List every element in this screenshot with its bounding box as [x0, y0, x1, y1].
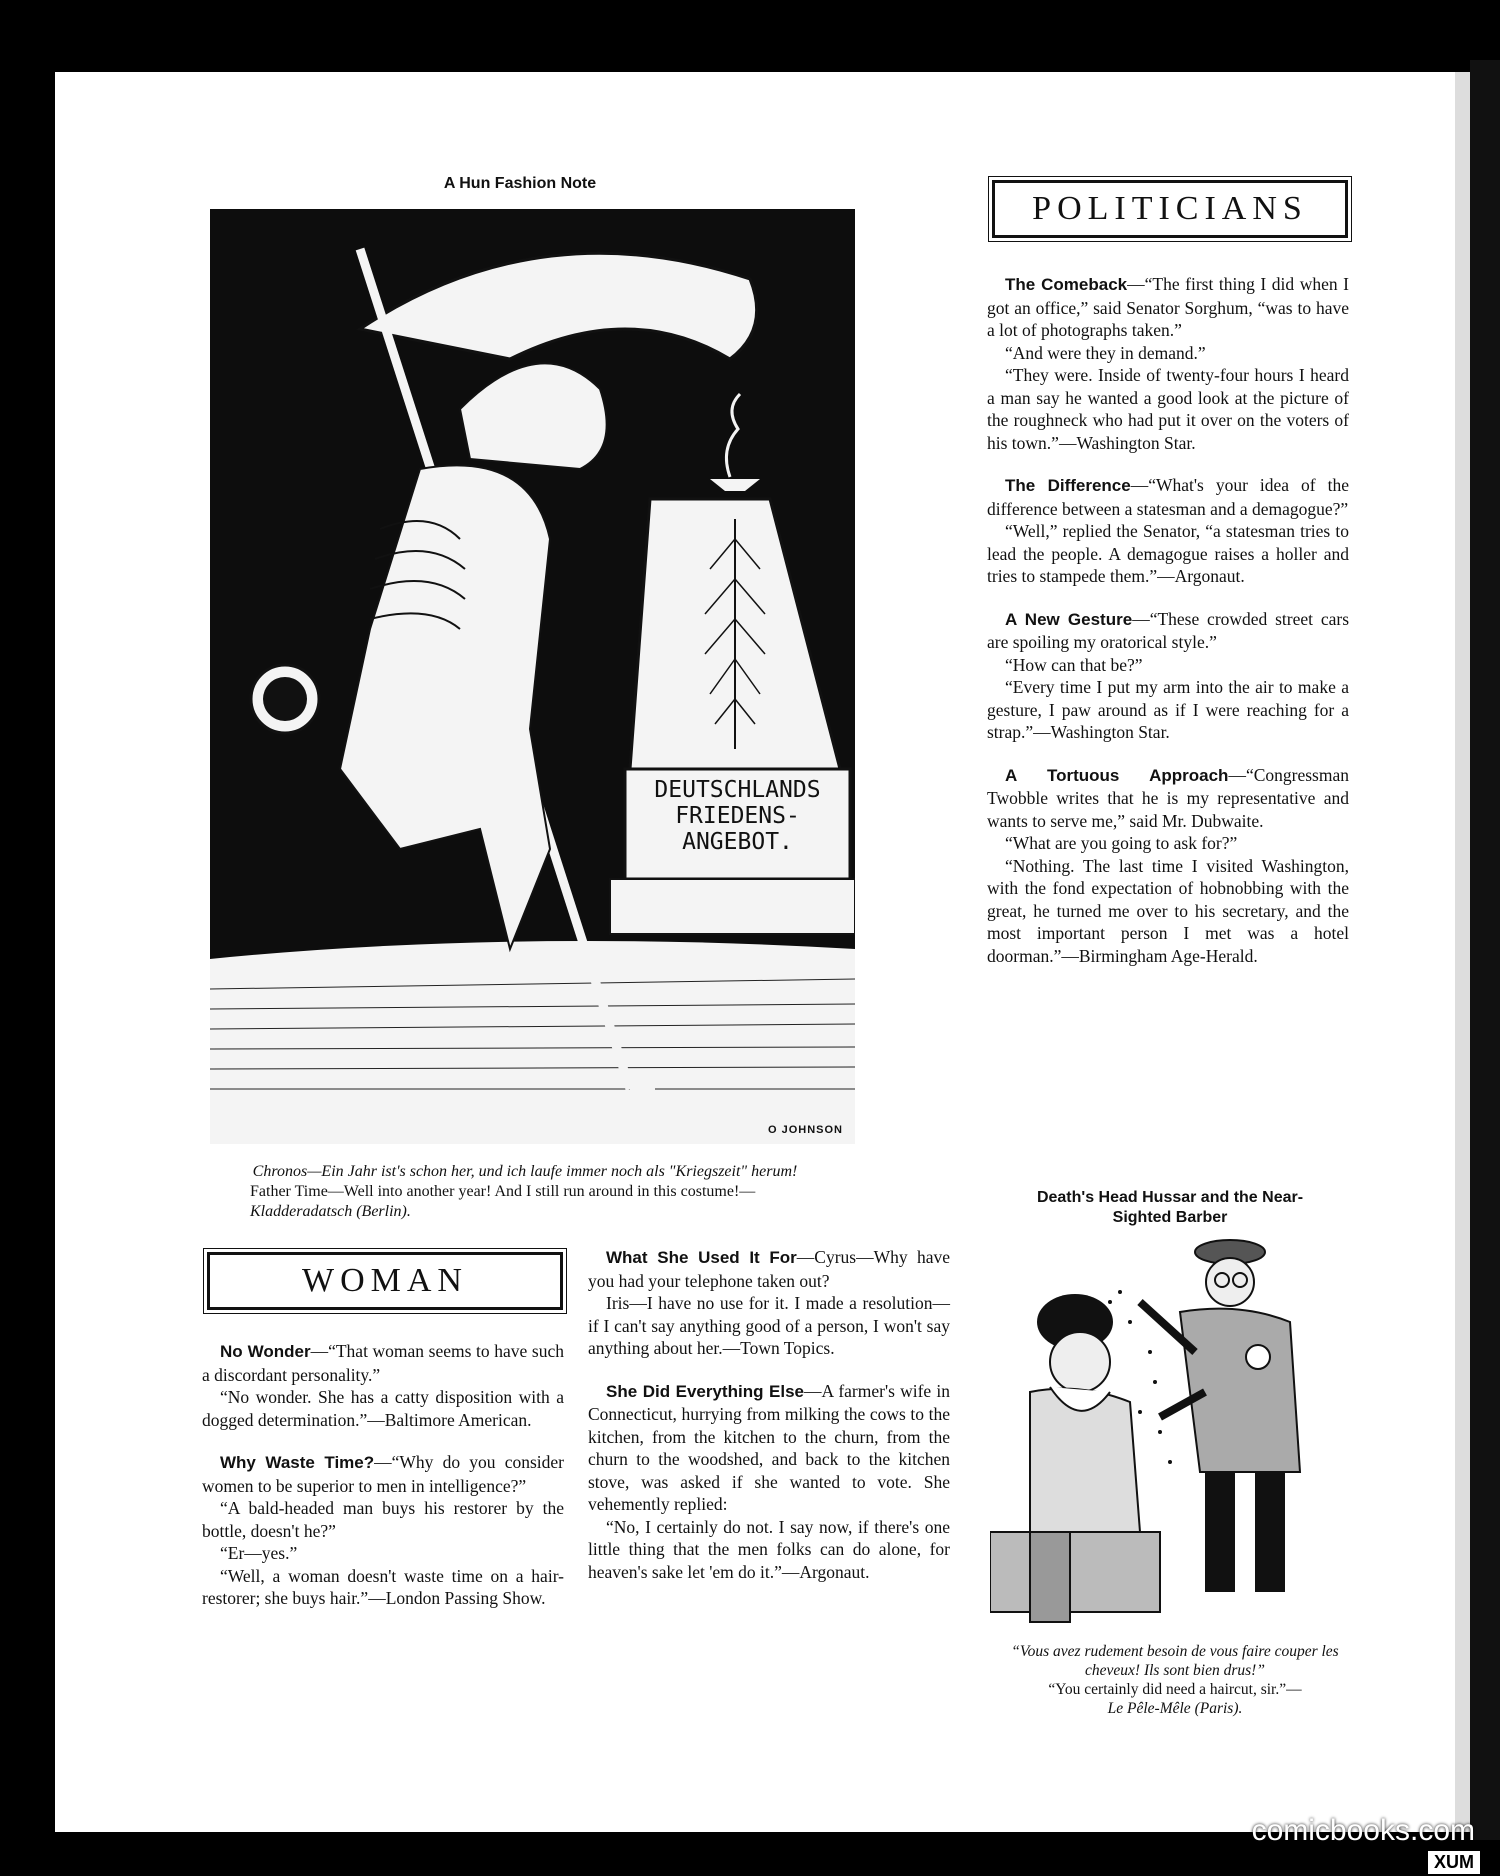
joke-text: “Well,” replied the Senator, “a statesman tries to lead the people. A demagogue raises a holler and tries to stampede them.”—Argonaut.: [987, 521, 1349, 586]
joke-title: Why Waste Time?: [220, 1453, 375, 1472]
joke-text: —Cyrus—Why have you had your telephone taken out?: [588, 1247, 950, 1291]
joke-title: The Comeback: [1005, 275, 1128, 294]
xum-tag: XUM: [1428, 1851, 1480, 1874]
magazine-page: [55, 72, 1455, 1832]
caption-french: “Vous avez rudement besoin de vous faire couper les cheveux! Ils sont bien drus!”: [1011, 1643, 1339, 1679]
spacer: [987, 454, 1349, 474]
joke-text: “A bald-headed man buys his restorer by the bottle, doesn't he?”: [202, 1498, 564, 1541]
joke-text: —“What's your idea of the difference between a statesman and a demagogue?”: [987, 475, 1350, 519]
joke-title: No Wonder: [220, 1342, 311, 1361]
joke-paragraph: [987, 273, 1349, 342]
cartoon2-title: [985, 1188, 1355, 1228]
joke-text: —“That woman seems to have such a discordant personality.”: [202, 1341, 564, 1385]
joke-text: —“These crowded street cars are spoiling my oratorical style.”: [987, 608, 1350, 652]
caption-english: Father Time—Well into another year! And I still run around in this costume!—: [250, 1183, 756, 1200]
middle-column: [588, 1246, 950, 1583]
joke-text: “No, I certainly do not. I say now, if there's one little thing that the men folks can do alone, for heaven's sake let 'em do it.”—Argonaut.: [588, 1516, 950, 1582]
joke-text: “And were they in demand.”: [1005, 342, 1206, 363]
joke-paragraph: [202, 1340, 564, 1386]
joke-paragraph: [987, 832, 1349, 855]
adjacent-page-edge: [1470, 60, 1500, 1840]
joke-text: —A farmer's wife in Connecticut, hurrying from milking the cows to the kitchen, from the kitchen to the churn, from the churn to the woodshed, and back to the kitchen stove, was asked if she wanted to vote. She vehemently replied:: [588, 1380, 950, 1514]
site-watermark: comicbooks.com: [1251, 1814, 1475, 1847]
joke-paragraph: [202, 1497, 564, 1542]
joke-item: [588, 1246, 950, 1360]
cartoon2-title-line: Sighted Barber: [1112, 1209, 1228, 1226]
barber-illustration: [990, 1232, 1350, 1632]
woman-column: [202, 1340, 564, 1610]
caption-source: Kladderadatsch (Berlin).: [250, 1203, 411, 1220]
joke-paragraph: [987, 855, 1349, 968]
spacer: [987, 744, 1349, 764]
joke-paragraph: [987, 342, 1349, 365]
cartoon2-title-line: Death's Head Hussar and the Near-: [1036, 1189, 1304, 1206]
cartoon-hussar-barber: [990, 1232, 1350, 1632]
joke-paragraph: [588, 1516, 950, 1584]
joke-item: [202, 1340, 564, 1431]
joke-text: “Er—yes.”: [220, 1543, 298, 1563]
joke-item: [987, 474, 1349, 588]
joke-paragraph: [987, 654, 1349, 677]
joke-paragraph: [987, 520, 1349, 588]
joke-text: “How can that be?”: [1005, 654, 1143, 675]
spacer: [588, 1360, 950, 1380]
joke-text: —“The first thing I did when I got an office,” said Senator Sorghum, “was to have a lot of photographs taken.”: [987, 274, 1349, 340]
politicians-column: [987, 273, 1349, 967]
joke-paragraph: [202, 1565, 564, 1610]
caption-english: “You certainly did need a haircut, sir.”—: [1048, 1681, 1302, 1698]
monument-line: DEUTSCHLANDS: [654, 777, 821, 803]
artist-signature: O JOHNSON: [767, 1124, 843, 1136]
joke-text: “Well, a woman doesn't waste time on a hair-restorer; she buys hair.”—London Passing Show.: [202, 1565, 564, 1608]
monument-line: FRIEDENS-: [675, 803, 800, 829]
joke-paragraph: [588, 1292, 950, 1360]
cartoon-caption: [175, 1162, 875, 1222]
joke-paragraph: [202, 1451, 564, 1497]
joke-paragraph: [202, 1542, 564, 1565]
cartoon-title: A Hun Fashion Note: [443, 175, 597, 192]
joke-paragraph: [987, 364, 1349, 454]
joke-paragraph: [202, 1386, 564, 1431]
joke-text: “What are you going to ask for?”: [1005, 833, 1238, 853]
joke-text: “Every time I put my arm into the air to make a gesture, I paw around as if I were reaching for a strap.”—Washington Star.: [987, 677, 1349, 742]
section-heading-politicians: POLITICIANS: [992, 180, 1348, 238]
joke-item: [987, 608, 1349, 744]
joke-item: [588, 1380, 950, 1584]
joke-text: Iris—I have no use for it. I made a resolution—if I can't say anything good of a person, I won't say anything about her.—Town Topics.: [588, 1293, 950, 1358]
joke-title: The Difference: [1005, 476, 1131, 495]
joke-title: A Tortuous Approach: [1005, 765, 1229, 785]
caption-source: Le Pêle-Mêle (Paris).: [1107, 1700, 1243, 1717]
joke-paragraph: [987, 474, 1349, 520]
joke-title: What She Used It For: [606, 1248, 797, 1267]
joke-text: —“Congressman Twobble writes that he is my representative and wants to serve me,” said Mr. Dubwaite.: [987, 764, 1349, 831]
joke-paragraph: [987, 764, 1349, 833]
joke-text: “They were. Inside of twenty-four hours I heard a man say he wanted a good look at the picture of the roughneck who had put it over on the voters of his town.”—Washington Star.: [987, 365, 1349, 453]
reaper-illustration: [210, 209, 855, 1144]
joke-item: [202, 1451, 564, 1610]
joke-paragraph: [987, 676, 1349, 744]
caption-german: Chronos—Ein Jahr ist's schon her, und ich laufe immer noch als "Kriegszeit" herum!: [252, 1163, 798, 1180]
joke-text: “Nothing. The last time I visited Washington, with the fond expectation of hobnobbing with the great, he turned me over to his secretary, and the most important person I met was a hotel doorman.”—Birmingham Age-Herald.: [987, 855, 1349, 966]
joke-item: [987, 273, 1349, 454]
section-heading-woman: WOMAN: [207, 1252, 563, 1310]
joke-text: “No wonder. She has a catty disposition with a dogged determination.”—Baltimore American.: [202, 1387, 564, 1430]
joke-text: —“Why do you consider women to be superior to men in intelligence?”: [202, 1452, 564, 1496]
cartoon-death-reaper: [210, 209, 855, 1144]
joke-paragraph: [588, 1246, 950, 1292]
page-gutter: [1455, 72, 1470, 1832]
monument-inscription: [635, 777, 840, 855]
joke-title: A New Gesture: [1005, 609, 1133, 629]
joke-item: [987, 764, 1349, 968]
joke-paragraph: [588, 1380, 950, 1516]
spacer: [202, 1431, 564, 1451]
monument-line: ANGEBOT.: [682, 829, 793, 855]
spacer: [987, 588, 1349, 608]
joke-paragraph: [987, 608, 1349, 654]
cartoon2-caption: [990, 1642, 1360, 1718]
joke-title: She Did Everything Else: [606, 1381, 804, 1401]
